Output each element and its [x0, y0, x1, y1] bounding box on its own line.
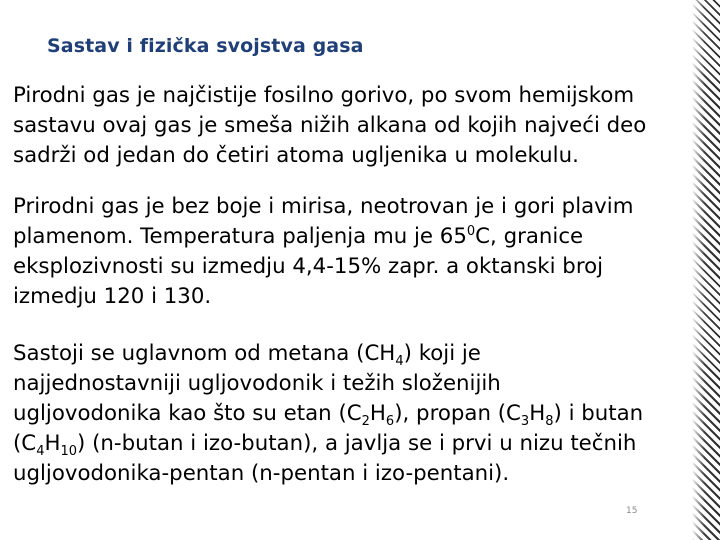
text-run: ugljovodonika kao što su etan (C: [13, 401, 362, 426]
text-run: H: [529, 401, 546, 426]
paragraph-line: [13, 339, 688, 369]
text-run: ) (n-butan i izo-butan), a javlja se i prvi u nizu tečnih: [77, 431, 637, 456]
paragraph-properties: [13, 192, 688, 312]
paragraph-composition: [13, 81, 688, 171]
subscript: 3: [520, 414, 530, 429]
decorative-edge-fade: [692, 0, 720, 540]
text-run: (C: [13, 431, 37, 456]
subscript: 6: [385, 414, 395, 429]
paragraph-line: ugljovodonika-pentan (n-pentan i izo-pentani).: [13, 461, 510, 486]
text-run: H: [44, 431, 61, 456]
paragraph-line: [13, 222, 688, 252]
text-run: ) i butan: [553, 401, 644, 426]
paragraph-line: sastavu ovaj gas je smeša nižih alkana od kojih najveći deo: [13, 113, 647, 138]
subscript: 2: [361, 414, 370, 429]
slide-title: Sastav i fizička svojstva gasa: [47, 35, 364, 57]
text-run: Sastoji se uglavnom od metana (CH: [13, 341, 396, 366]
paragraph-line: [13, 399, 688, 429]
subscript: 4: [36, 444, 45, 459]
paragraph-line: najjednostavniji ugljovodonik i težih složenijih: [13, 371, 501, 396]
text-run: plamenom. Temperatura paljenja mu je 65: [13, 224, 467, 249]
subscript: 10: [60, 444, 78, 459]
page-number: 15: [626, 506, 638, 516]
paragraph-constituents: [13, 339, 688, 489]
superscript: 0: [466, 224, 476, 239]
subscript: 4: [395, 354, 404, 369]
text-run: C, granice: [475, 224, 584, 249]
paragraph-line: Prirodni gas je bez boje i mirisa, neotrovan je i gori plavim: [13, 194, 634, 219]
subscript: 8: [545, 414, 554, 429]
text-run: H: [369, 401, 386, 426]
paragraph-line: eksplozivnosti su izmedju 4,4-15% zapr. a oktanski broj: [13, 254, 604, 279]
paragraph-line: Pirodni gas je najčistije fosilno gorivo, po svom hemijskom: [13, 83, 635, 108]
text-run: ) koji je: [403, 341, 481, 366]
paragraph-line: izmedju 120 i 130.: [13, 284, 212, 309]
paragraph-line: sadrži od jedan do četiri atoma ugljenika u molekulu.: [13, 143, 579, 168]
text-run: ), propan (C: [394, 401, 521, 426]
paragraph-line: [13, 429, 688, 459]
